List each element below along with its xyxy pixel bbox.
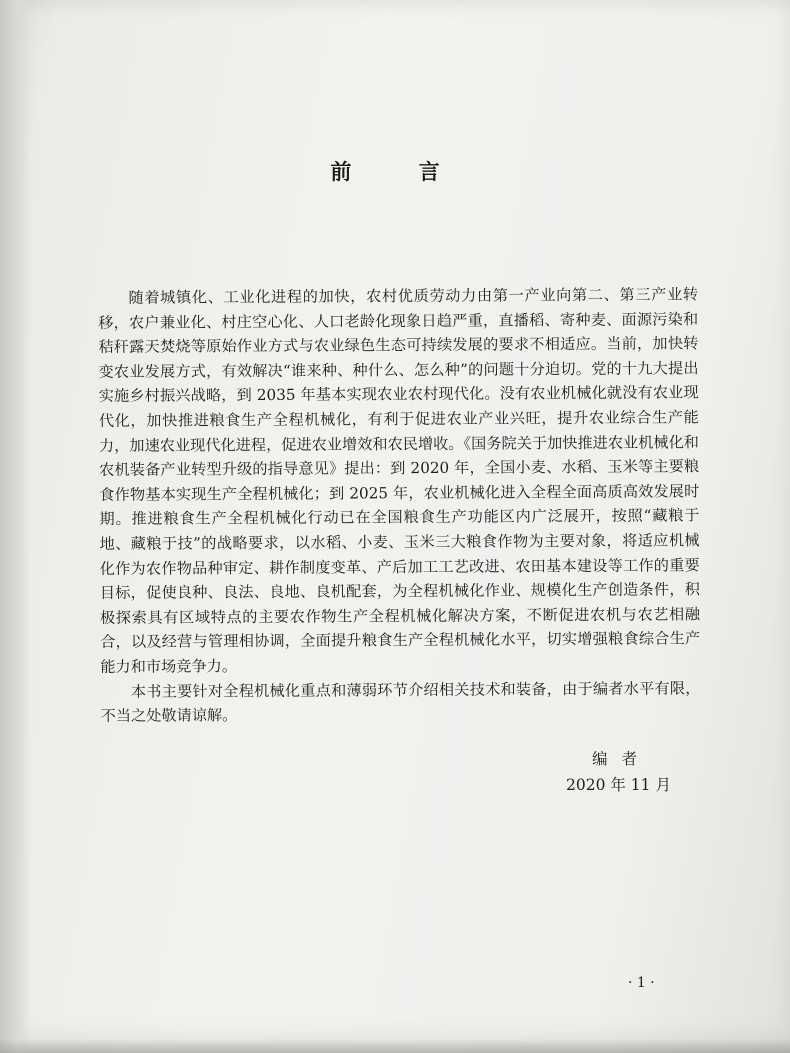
page-title: 前 言 — [330, 160, 470, 184]
page-bottom-edge — [0, 1039, 790, 1053]
signature-date: 2020 年 11 月 — [566, 776, 671, 794]
preface-paragraph-2: 本书主要针对全程机械化重点和薄弱环节介绍相关技术和装备，由于编者水平有限，不当之处敬请谅解。 — [100, 678, 701, 726]
page-number: · 1 · — [628, 975, 655, 991]
preface-body — [98, 282, 701, 728]
signature-block — [560, 746, 700, 798]
signature-author: 编者 — [592, 750, 652, 768]
preface-paragraph-1: 随着城镇化、工业化进程的加快，农村优质劳动力由第一产业向第二、第三产业转移，农户兼业化、村庄空心化、人口老龄化现象日趋严重，直播稻、寄种麦、面源污染和秸秆露天焚烧等原始作业方式与农业绿色生态可持续发展的要求不相适应。当前，加快转变农业发展方式，有效解决“谁来种、种什么、怎么种”的问题十分迫切。党的十九大提出实施乡村振兴战略，到 2035 年基本实现农业农村现代化。没有农业机械化就没有农业现代化，加快推进粮食生产全程机械化，有利于促进农业产业兴旺，提升农业综合生产能力，加速农业现代化进程，促进农业增效和农民增收。《国务院关于加快推进农业机械化和农机装备产业转型升级的指导意见》提出：到 2020 年，全国小麦、水稻、玉米等主要粮食作物基本实现生产全程机械化；到 2025 年，农业机械化进入全程全面高质高效发展时期。推进粮食生产全程机械化行动已在全国粮食生产功能区内广泛展开，按照“藏粮于地、藏粮于技”的战略要求，以水稻、小麦、玉米三大粮食作物为主要对象，将适应机械化作为农作物品种审定、耕作制度变革、产后加工工艺改进、农田基本建设等工作的重要目标，促使良种、良法、良地、良机配套，为全程机械化作业、规模化生产创造条件，积极探索具有区域特点的主要农作物生产全程机械化解决方案，不断促进农机与农艺相融合，以及经营与管理相协调，全面提升粮食生产全程机械化水平，切实增强粮食综合生产能力和市场竞争力。 — [98, 285, 701, 676]
